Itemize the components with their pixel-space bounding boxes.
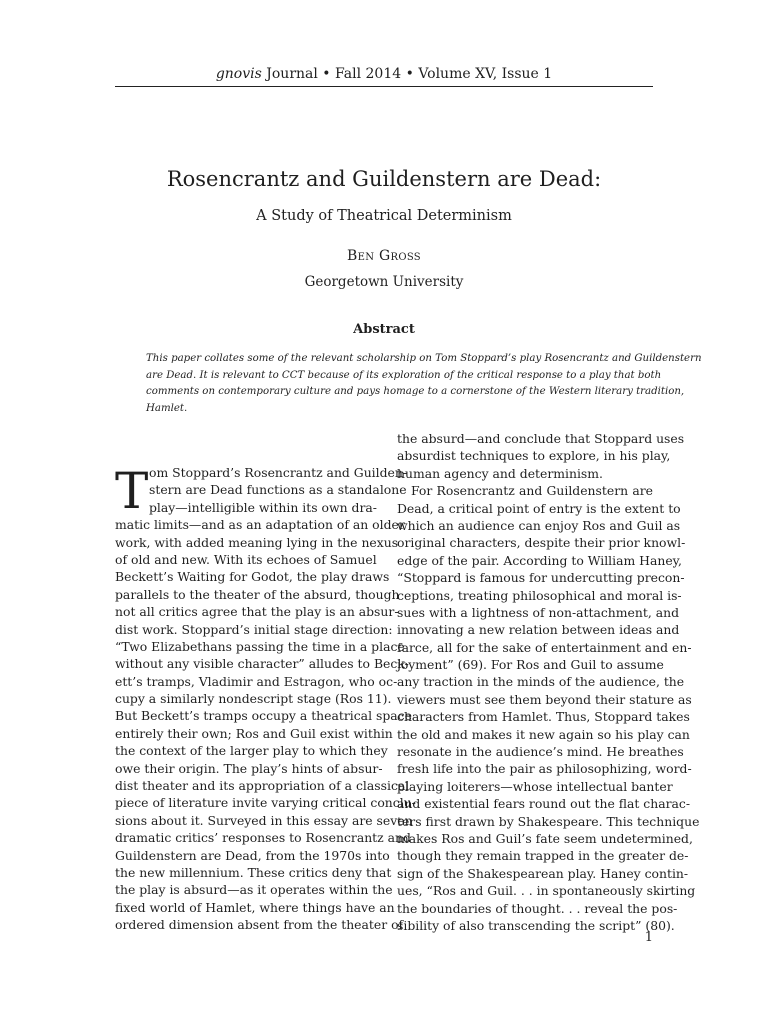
paper-subtitle: A Study of Theatrical Determinism	[256, 208, 512, 224]
abstract-heading: Abstract	[353, 322, 415, 337]
text-line: the context of the larger play to which they	[115, 743, 388, 759]
text-line: absurdist techniques to explore, in his play,	[397, 448, 671, 464]
text-line: work, with added meaning lying in the nexus	[115, 534, 399, 550]
text-line: ters first drawn by Shakespeare. This technique	[397, 813, 700, 829]
text-line: om Stoppard’s Rosencrantz and Guilden-	[149, 465, 408, 480]
text-line: and existential fears round out the flat charac-	[397, 796, 691, 812]
text-line: piece of literature invite varying critical conclu-	[115, 795, 416, 811]
text-line: sign of the Shakespearean play. Haney contin-	[397, 865, 689, 881]
text-line: without any visible character” alludes to Beck-	[115, 656, 409, 672]
text-line: ett’s tramps, Vladimir and Estragon, who oc-	[115, 673, 398, 689]
text-line: human agency and determinism.	[397, 465, 603, 481]
text-line: which an audience can enjoy Ros and Guil as	[397, 517, 681, 533]
text-line: the absurd—and conclude that Stoppard uses	[397, 431, 685, 446]
text-line: not all critics agree that the play is an absur-	[115, 604, 399, 620]
text-line: the old and makes it new again so his play can	[397, 726, 690, 742]
abstract-line: This paper collates some of the relevant scholarship on Tom Stoppard’s play Rosencrantz and Guildenstern	[146, 353, 702, 364]
author-affiliation: Georgetown University	[304, 274, 464, 290]
text-line: Guildenstern are Dead, from the 1970s into	[115, 847, 390, 863]
text-line: any traction in the minds of the audience, the	[397, 674, 685, 690]
running-head	[115, 65, 653, 83]
text-line: play—intelligible within its own dra-	[149, 499, 377, 515]
abstract-line: comments on contemporary culture and pays homage to a cornerstone of the Western literary tradition,	[146, 386, 685, 397]
text-line: ordered dimension absent from the theater of	[115, 917, 404, 933]
body-column-left	[115, 464, 416, 934]
text-line: the boundaries of thought. . . reveal the pos-	[397, 900, 678, 916]
text-line: joyment” (69). For Ros and Guil to assume	[397, 657, 664, 673]
abstract-body	[146, 351, 702, 417]
text-line: matic limits—and as an adaptation of an older	[115, 517, 405, 533]
body-column-right	[397, 430, 700, 934]
text-line: But Beckett’s tramps occupy a theatrical space	[115, 708, 412, 724]
text-line: parallels to the theater of the absurd, though	[115, 586, 400, 602]
text-line: ues, “Ros and Guil. . . in spontaneously skirting	[397, 883, 696, 899]
text-line: dramatic critics’ responses to Rosencrantz and	[115, 830, 411, 846]
text-line: farce, all for the sake of entertainment and en-	[397, 639, 692, 655]
issue-info: Journal • Fall 2014 • Volume XV, Issue 1	[261, 66, 553, 82]
text-line: entirely their own; Ros and Guil exist within	[115, 725, 393, 741]
text-line: viewers must see them beyond their stature as	[397, 691, 692, 707]
text-line: fixed world of Hamlet, where things have an	[115, 899, 395, 915]
text-line: resonate in the audience’s mind. He breathes	[397, 744, 684, 760]
author-name: Ben Gross	[347, 248, 421, 264]
text-line: dist theater and its appropriation of a classical	[115, 778, 410, 794]
text-line: sions about it. Surveyed in this essay are seven	[115, 812, 413, 828]
header-rule	[115, 86, 653, 87]
text-line: owe their origin. The play’s hints of absur-	[115, 760, 383, 776]
text-line: cupy a similarly nondescript stage (Ros 11).	[115, 691, 392, 707]
text-line: makes Ros and Guil’s fate seem undetermined,	[397, 830, 693, 846]
text-line: the play is absurd—as it operates within the	[115, 882, 393, 898]
drop-cap: T	[115, 462, 149, 520]
paper-title: Rosencrantz and Guildenstern are Dead:	[166, 167, 602, 191]
text-line: Dead, a critical point of entry is the extent to	[397, 500, 681, 516]
text-line: characters from Hamlet. Thus, Stoppard takes	[397, 709, 690, 725]
text-line: innovating a new relation between ideas and	[397, 622, 680, 638]
abstract-line: are Dead. It is relevant to CCT because of its exploration of the critical response to a play that both	[146, 369, 662, 381]
text-line: sibility of also transcending the script” (80).	[397, 917, 675, 933]
text-line: dist work. Stoppard’s initial stage direction:	[115, 621, 393, 637]
journal-name: gnovis	[215, 66, 262, 82]
text-line: “Two Elizabethans passing the time in a place	[115, 638, 405, 654]
abstract-line: Hamlet.	[146, 402, 188, 414]
text-line: original characters, despite their prior knowl-	[397, 535, 686, 551]
text-line: “Stoppard is famous for undercutting precon-	[397, 570, 685, 586]
text-line: stern are Dead functions as a standalone	[149, 482, 407, 498]
text-line: playing loiterers—whose intellectual banter	[397, 778, 673, 794]
text-line: the new millennium. These critics deny that	[115, 864, 392, 880]
text-line: Beckett’s Waiting for Godot, the play draws	[115, 569, 390, 585]
text-line: though they remain trapped in the greater de-	[397, 848, 689, 864]
text-line: For Rosencrantz and Guildenstern are	[411, 483, 653, 499]
text-line: fresh life into the pair as philosophizing, word-	[397, 761, 692, 777]
text-line: sues with a lightness of non-attachment, and	[397, 604, 680, 620]
text-line: ceptions, treating philosophical and moral is-	[397, 587, 682, 603]
page-number: 1	[644, 930, 653, 945]
text-line: of old and new. With its echoes of Samuel	[115, 551, 377, 567]
text-line: edge of the pair. According to William Haney,	[397, 552, 682, 568]
